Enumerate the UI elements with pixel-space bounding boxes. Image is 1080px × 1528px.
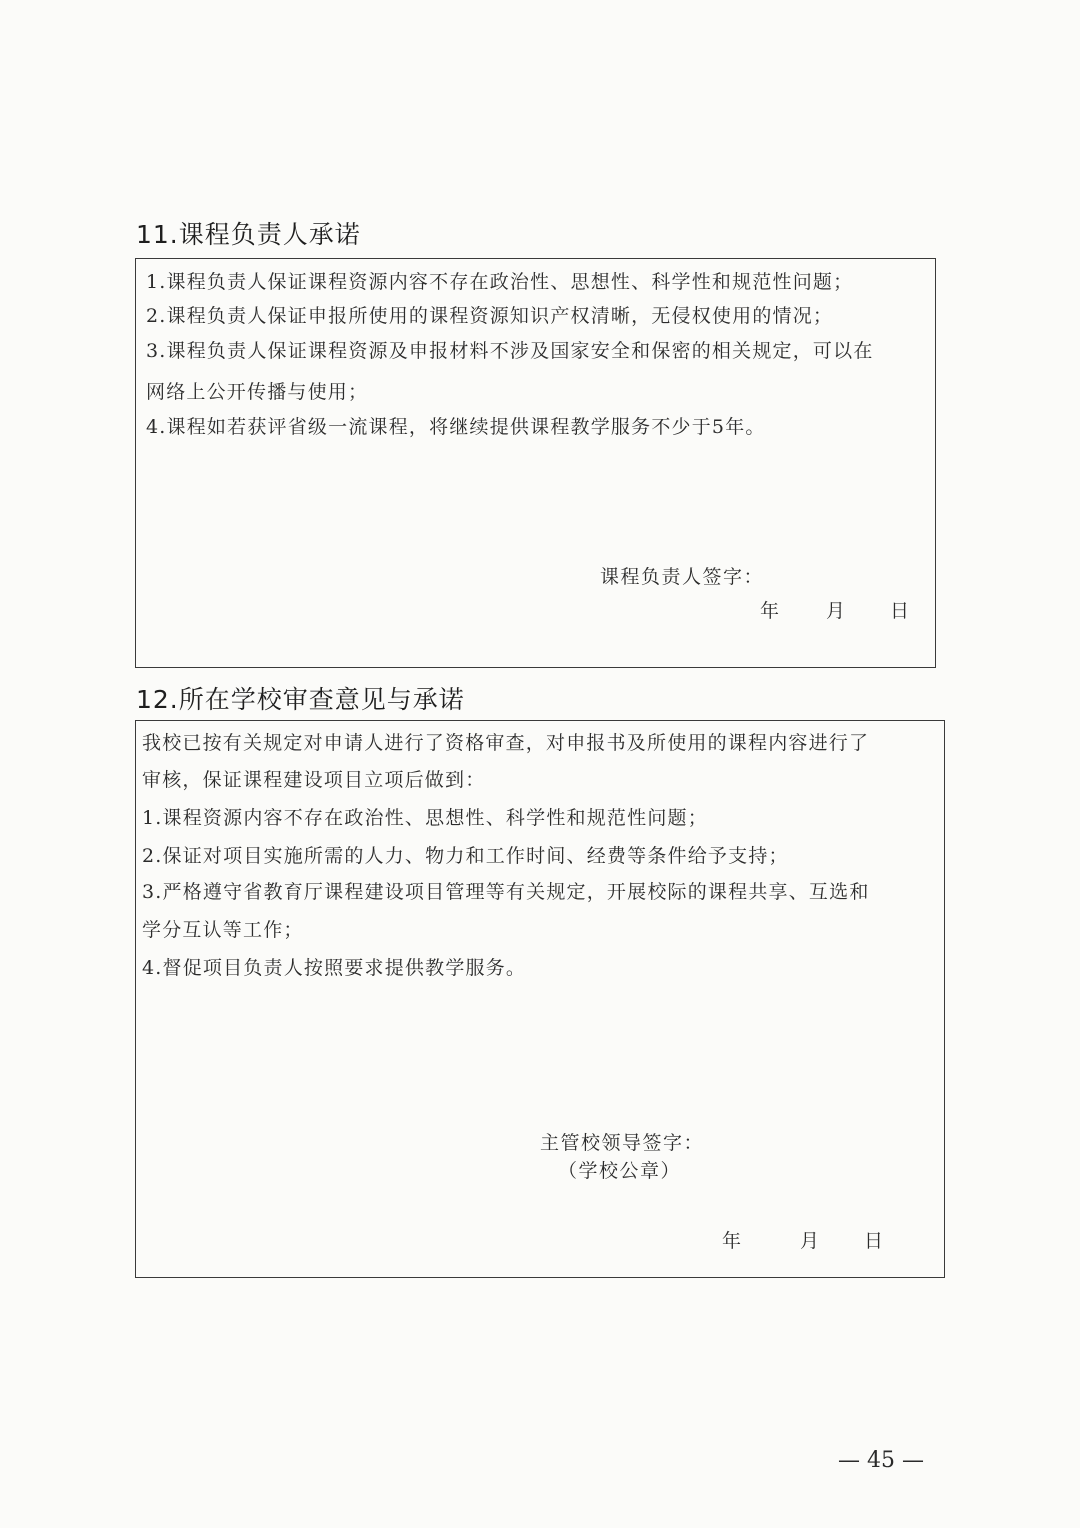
section-11-line-3: 3.课程负责人保证课程资源及申报材料不涉及国家安全和保密的相关规定，可以在 bbox=[146, 340, 874, 362]
section-12-line-4: 2.保证对项目实施所需的人力、物力和工作时间、经费等条件给予支持； bbox=[142, 845, 789, 867]
section-11-line-1: 1.课程负责人保证课程资源内容不存在政治性、思想性、科学性和规范性问题； bbox=[146, 271, 854, 293]
section-12-line-3: 1.课程资源内容不存在政治性、思想性、科学性和规范性问题； bbox=[142, 807, 708, 829]
section-12-seal-label: （学校公章） bbox=[558, 1160, 682, 1182]
section-11-date-year: 年 bbox=[760, 600, 780, 622]
section-12-heading: 12.所在学校审查意见与承诺 bbox=[136, 685, 465, 714]
page-number: — 45 — bbox=[838, 1448, 924, 1473]
section-12-line-6: 学分互认等工作； bbox=[142, 919, 304, 941]
section-12-line-1: 我校已按有关规定对申请人进行了资格审查，对申报书及所使用的课程内容进行了 bbox=[142, 732, 870, 754]
section-12-date-month: 月 bbox=[800, 1230, 820, 1252]
section-11-heading: 11.课程负责人承诺 bbox=[136, 220, 361, 249]
section-12-line-2: 审核，保证课程建设项目立项后做到： bbox=[142, 769, 486, 791]
section-11-date-month: 月 bbox=[826, 600, 846, 622]
section-11-line-2: 2.课程负责人保证申报所使用的课程资源知识产权清晰，无侵权使用的情况； bbox=[146, 305, 834, 327]
section-12-date-day: 日 bbox=[864, 1230, 884, 1252]
section-12-line-5: 3.严格遵守省教育厅课程建设项目管理等有关规定，开展校际的课程共享、互选和 bbox=[142, 881, 870, 903]
section-11-signature-label: 课程负责人签字： bbox=[600, 566, 765, 588]
section-11-line-4: 网络上公开传播与使用； bbox=[146, 381, 369, 403]
section-11-line-5: 4.课程如若获评省级一流课程，将继续提供课程教学服务不少于5年。 bbox=[146, 416, 766, 438]
section-12-date-year: 年 bbox=[722, 1230, 742, 1252]
section-12-box bbox=[135, 720, 945, 1278]
section-12-signature-label: 主管校领导签字： bbox=[540, 1132, 705, 1154]
section-12-line-7: 4.督促项目负责人按照要求提供教学服务。 bbox=[142, 957, 527, 979]
section-11-date-day: 日 bbox=[890, 600, 910, 622]
